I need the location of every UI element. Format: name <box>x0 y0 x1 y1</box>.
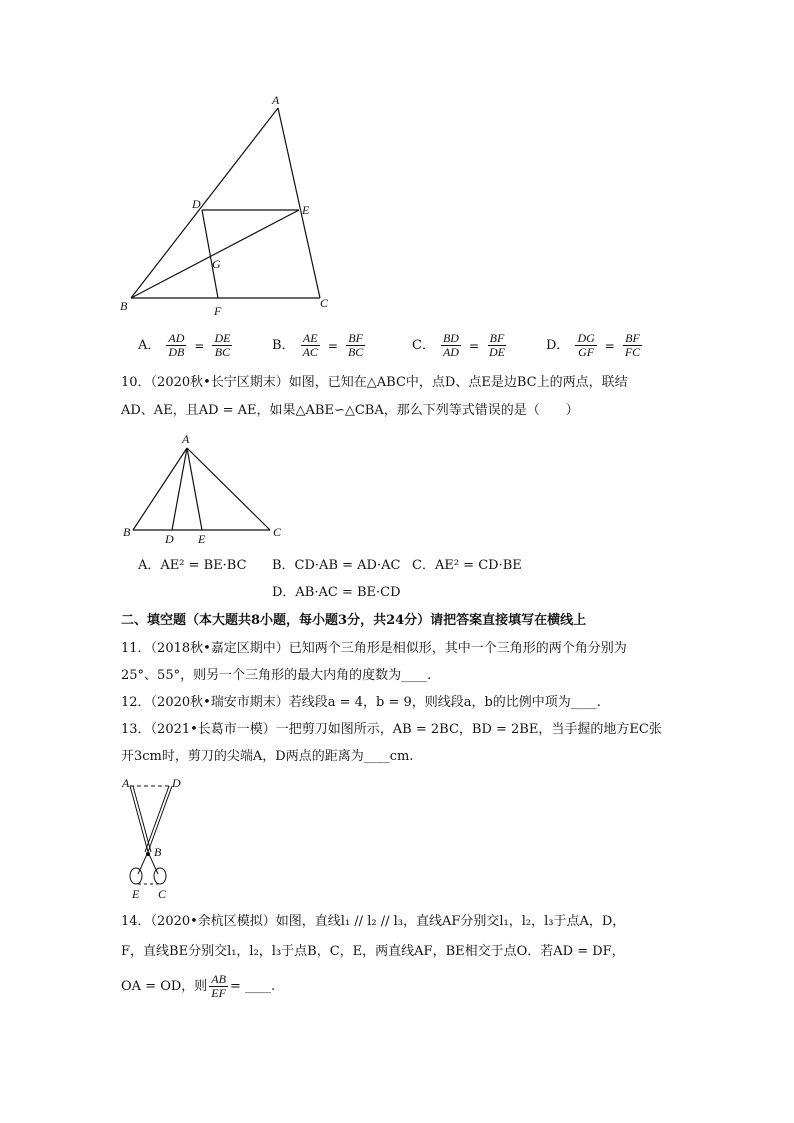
q9-options <box>138 332 698 366</box>
section-heading: 二、填空题（本大题共8小题，每小题3分，共24分）请把答案直接填写在横线上 <box>121 613 587 628</box>
q13-line-1: 13．（2021•长葛市一模）一把剪刀如图所示，AB = 2BC，BD = 2BE，当手握的地方EC张 <box>121 722 662 737</box>
label-B: B <box>120 299 128 313</box>
q9-option-c[interactable]: C． $\frac{BD}{AD}$ = $\frac{BF}{DE}$ <box>412 331 506 359</box>
label-D: D <box>192 197 201 211</box>
option-letter: B． <box>272 337 295 353</box>
label-E: E <box>302 203 310 217</box>
q10-option-d[interactable]: D．AB·AC = BE·CD <box>272 585 401 600</box>
q9-option-a[interactable]: A． $\frac{AD}{DB}$ = $\frac{DE}{BC}$ <box>138 331 231 359</box>
label-F: F <box>214 304 222 318</box>
label-D: D <box>165 532 174 546</box>
q14-line-3 <box>121 973 275 1000</box>
q14-line-1: 14．（2020•余杭区模拟）如图，直线l₁ // l₂ // l₃，直线AF分别交l₁，l₂，l₃于点A，D， <box>121 914 626 929</box>
q11-line-2: 25°、55°，则另一个三角形的最大内角的度数为____. <box>121 668 432 683</box>
label-C: C <box>273 525 282 539</box>
fraction: $\frac{DG}{GF}$ <box>577 331 595 359</box>
label-A: A <box>272 93 280 107</box>
label-D: D <box>172 776 181 790</box>
q10-line-2: AD、AE，且AD = AE，如果△ABE∽△CBA，那么下列等式错误的是（ ） <box>121 403 579 418</box>
figure-q10 <box>118 430 298 548</box>
fraction-numerator: AB <box>211 972 226 986</box>
label-E: E <box>198 532 206 546</box>
fraction: $\frac{BF}{FC}$ <box>624 331 641 359</box>
q10-option-b[interactable]: B．CD·AB = AD·AC <box>272 558 401 573</box>
q10-option-a[interactable]: A．AE² = BE·BC <box>138 558 247 573</box>
q14-line-3-prefix: OA = OD，则 <box>121 978 208 994</box>
q9-option-b[interactable]: B． $\frac{AE}{AC}$ = $\frac{BF}{BC}$ <box>272 331 364 359</box>
option-letter: D． <box>546 337 570 353</box>
label-A: A <box>182 432 190 446</box>
fraction: $\frac{AD}{DB}$ <box>168 331 185 359</box>
q14-line-3-suffix: = ____. <box>229 978 276 994</box>
figure-q13-scissors <box>116 774 186 904</box>
q14-line-2: F，直线BE分别交l₁，l₂，l₃于点B，C，E，两直线AF，BE相交于点O．若AD = DF， <box>121 944 625 959</box>
label-G: G <box>212 257 221 271</box>
label-B: B <box>123 525 131 539</box>
q9-option-d[interactable]: D． $\frac{DG}{GF}$ = $\frac{BF}{FC}$ <box>546 331 641 359</box>
fraction: $\frac{AE}{AC}$ <box>302 331 318 359</box>
option-letter: A． <box>138 337 161 353</box>
option-letter: C． <box>412 337 435 353</box>
q10-line-1: 10．（2020秋•长宁区期末）如图，已知在△ABC中，点D、点E是边BC上的两点，联结 <box>121 375 628 390</box>
q11-line-1: 11．（2018秋•嘉定区期中）已知两个三角形是相似形，其中一个三角形的两个角分别为 <box>121 641 627 656</box>
q13-line-2: 开3cm时，剪刀的尖端A，D两点的距离为____cm. <box>121 749 414 764</box>
fraction: $\frac{BF}{BC}$ <box>347 331 364 359</box>
label-C: C <box>158 887 167 901</box>
figure-q9 <box>110 90 350 320</box>
label-B: B <box>154 845 162 859</box>
q12-line: 12．（2020秋•瑞安市期末）若线段a = 4，b = 9，则线段a，b的比例中项为____. <box>121 695 601 710</box>
fraction: $\frac{DE}{BC}$ <box>214 331 231 359</box>
label-C: C <box>320 296 329 310</box>
label-A: A <box>122 776 130 790</box>
fraction-denominator: EF <box>211 986 226 1000</box>
q10-option-c[interactable]: C．AE² = CD·BE <box>412 558 522 573</box>
fraction: $\frac{BF}{DE}$ <box>489 331 506 359</box>
fraction-ab-ef <box>209 973 228 1000</box>
fraction: $\frac{BD}{AD}$ <box>442 331 459 359</box>
label-E: E <box>132 887 140 901</box>
